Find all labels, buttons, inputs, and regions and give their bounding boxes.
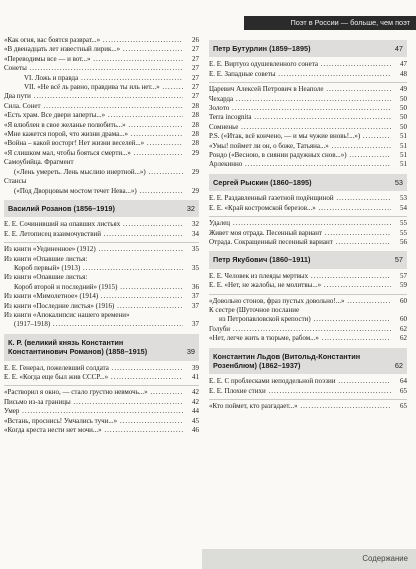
page-number: 54 [400,203,407,212]
toc-entry-title: Короб второй и последний» (1915) ..... [4,283,183,292]
page-number: 48 [400,69,407,78]
toc-entry-title: Сонеты ..... [4,64,183,73]
toc-entry-title: Terra incognita ..... [209,113,391,122]
page-number: 50 [400,94,407,103]
toc-entry[interactable] [209,387,407,396]
page-number: 26 [192,36,199,44]
toc-entry-title: «В двенадцать лет известный лирик...» ..... [4,45,183,54]
toc-entry-title: Отрада. Сокращенный песенный вариант ..... [209,238,391,247]
page-number: 39 [186,347,195,357]
toc-entry[interactable] [4,364,199,373]
toc-entry[interactable] [209,60,407,69]
toc-entry-title: Царевич Алексей Петрович в Неаполе ..... [209,85,391,94]
toc-entry-title: Чехарда ..... [209,95,391,104]
page-number: 27 [192,45,199,54]
toc-entry[interactable] [4,55,199,64]
toc-entry-title: Рондо («Весною, в сиянии радужных снов...») ..... [209,151,391,160]
page-number: 45 [192,416,199,425]
page-number: 27 [192,64,199,73]
toc-entry-title: Из книги «Последние листья» (1916) ..... [4,302,183,311]
page-number: 28 [192,111,199,120]
page-number: 27 [192,83,199,92]
page-number: 62 [394,360,403,370]
toc-right-column [209,36,407,569]
page-number: 51 [400,141,407,150]
page-number: 37 [192,292,199,301]
page-number: 57 [400,271,407,280]
page-number: 32 [192,220,199,229]
page-number: 59 [400,281,407,290]
toc-entry-title: Е. Е. «Нет, не жалобы, не молитвы...» ..... [209,281,391,290]
toc-entry-title: Из книги «Опавшие листья: [4,254,88,263]
page-number: 51 [400,160,407,169]
footer-section-label: Содержание [202,549,416,569]
toc-entry-title: «Встань, проснись! Умчались тучи...» ..... [4,417,183,426]
toc-entry-title: Живет моя отрада. Песенный вариант ..... [209,229,391,238]
toc-entry[interactable] [4,130,199,139]
toc-entry-title: «Война – какой восторг! Нет жизни веселей...» ..... [4,139,183,148]
toc-entry-title: P.S. («Итак, всё кончено, — и мы чужие вновь!...») ..... [209,132,391,141]
page-number: 60 [400,315,407,324]
toc-entry-title: «Довольно стонов, фраз пустых довольно!...» ..... [209,297,391,306]
toc-entry[interactable] [4,187,199,196]
toc-entry-title: Е. Е. Плохие стихи ..... [209,387,391,396]
page-number: 55 [400,219,407,228]
toc-entry[interactable] [209,238,407,247]
toc-entry[interactable] [4,426,199,435]
toc-entry-title: (1917–1918) ..... [4,320,183,329]
page-number: 39 [192,363,199,372]
page-number: 57 [394,255,403,265]
toc-entry-title: «Я слишком мал, чтобы бояться смерти...» ..... [4,149,183,158]
toc-entry[interactable] [4,407,199,416]
toc-entry[interactable] [4,177,199,186]
page-number: 55 [400,228,407,237]
page-number: 51 [400,132,407,141]
toc-entry-title: Е. Е. Виртуоз одушевленного сонета ..... [209,60,391,69]
section-divider [209,216,407,217]
page-number: 41 [192,373,199,381]
toc-entry[interactable] [209,281,407,290]
toc-entry-title: Е. Е. С проблесками неподдельной поэзии ..... [209,377,391,386]
toc-entry-title: VI. Ложь и правда ..... [4,74,183,83]
toc-entry-title: Е. Е. Летописец взаимочувствий ..... [4,230,183,239]
author-heading[interactable] [209,251,407,268]
toc-entry[interactable] [4,373,199,382]
toc-entry[interactable] [209,151,407,160]
toc-entry-title: Е. Е. Сочинивший на опавших листьях ..... [4,220,183,229]
toc-left-column [4,36,199,569]
toc-entry-title: Е. Е. Генерал, пожелевший солдата ..... [4,364,183,373]
toc-entry[interactable] [4,139,199,148]
toc-entry-title: VII. «Не всё ль равно, правдива ты иль нет...» ..... [4,83,183,92]
toc-entry[interactable] [4,398,199,407]
page-number: 53 [394,177,403,187]
toc-entry-title: «Есть храм. Все двери заперты...» ..... [4,111,183,120]
author-heading-title: Сергей Рыскин (1860–1895) [213,177,312,187]
page-number: 47 [400,60,407,69]
section-divider [209,294,407,295]
toc-entry[interactable] [4,292,199,301]
toc-entry[interactable] [4,36,199,45]
toc-entry-title: Из книги «Мимолетное» (1914) ..... [4,292,183,301]
toc-entry[interactable] [4,255,199,264]
page-number: 29 [192,148,199,157]
author-heading-title: К. Р. (великий князь Константин Константинович Романов) (1858–1915) [8,337,148,357]
toc-entry[interactable] [4,388,199,397]
toc-entry-title: «Когда креста нести нет мочи...» ..... [4,426,183,435]
toc-entry-title: Е. Е. «Когда еще был жив СССР...» ..... [4,373,183,382]
page-number: 42 [192,388,199,397]
toc-entry[interactable] [209,123,407,132]
toc-entry-title: Стансы [4,177,27,186]
toc-entry-title: «Умы! поймет ли он, о боже, Татьяна...» ..... [209,142,391,151]
toc-entry[interactable] [4,320,199,329]
running-header: Поэт в России — больше, чем поэт [244,16,416,30]
toc-entry[interactable] [4,158,199,167]
toc-entry[interactable] [209,113,407,122]
toc-entry[interactable] [209,95,407,104]
toc-entry[interactable] [209,219,407,228]
toc-entry-title: из Петропавловской крепости) ..... [209,315,391,324]
page-number: 60 [400,296,407,305]
toc-entry-title: «Я влюблен в свое желанье полюбить...» ..... [4,121,183,130]
page-number: 32 [186,203,195,213]
toc-entry[interactable] [4,83,199,92]
page-number: 62 [400,334,407,343]
toc-entry[interactable] [209,334,407,343]
toc-entry-title: Из книги «Уединенное» (1912) ..... [4,245,183,254]
page-number: 27 [192,73,199,82]
toc-entry[interactable] [209,229,407,238]
toc-entry-title: «Нет, легче жить в тюрьме, рабом...» ..... [209,334,391,343]
toc-entry-title: «Кто поймет, кто разгадает...» ..... [209,402,391,411]
page-number: 28 [192,120,199,129]
toc-entry[interactable] [4,168,199,177]
section-divider [209,82,407,83]
toc-entry[interactable] [209,297,407,306]
page-number: 34 [192,229,199,238]
toc-entry-title: Е. Е. Человек из плеяды мертвых ..... [209,272,391,281]
author-heading-title: Петр Бутурлин (1859–1895) [213,44,311,53]
toc-entry[interactable] [4,220,199,229]
page-number: 28 [192,130,199,139]
toc-entry[interactable] [209,377,407,386]
author-heading[interactable] [4,334,199,361]
toc-entry[interactable] [209,142,407,151]
page-number: 50 [400,104,407,113]
page-number: 28 [192,101,199,110]
toc-entry[interactable] [4,149,199,158]
toc-entry-title: Сила. Сонет ..... [4,102,183,111]
page-number: 49 [400,85,407,94]
page-number: 42 [192,397,199,406]
toc-entry[interactable] [209,325,407,334]
toc-entry-title: Удалец ..... [209,219,391,228]
toc-entry[interactable] [209,204,407,213]
toc-entry[interactable] [209,132,407,141]
toc-entry-title: («Лень умереть. Лень мыслию инертной...») ..... [4,168,183,177]
toc-entry-title: «Растворил я окно, — стало грустно невмочь...» ..... [4,388,183,397]
page-number: 65 [400,402,407,411]
toc-entry[interactable] [4,311,199,320]
toc-entry[interactable] [4,111,199,120]
toc-entry-title: «Переводимы все — и вот...» ..... [4,55,183,64]
toc-entry-title: К сестре (Шуточное послание [209,305,300,314]
toc-entry[interactable] [4,302,199,311]
page-number: 64 [400,377,407,386]
page-number: 51 [400,151,407,160]
page-number: 29 [192,186,199,195]
toc-entry[interactable] [209,315,407,324]
toc-entry-title: Самоубийца. Фрагмент [4,158,74,167]
toc-entry[interactable] [209,194,407,203]
toc-entry[interactable] [209,160,407,169]
page-number: 36 [192,282,199,291]
page-number: 50 [400,113,407,122]
author-heading[interactable] [209,348,407,375]
author-heading[interactable] [209,40,407,57]
toc-entry-title: («Под Дворцовым мостом течет Нева...») ..... [4,187,183,196]
toc-entry[interactable] [4,121,199,130]
toc-entry-title: Е. Е. Раздавленный газетной подёнщиной ..... [209,194,391,203]
toc-entry[interactable] [4,283,199,292]
toc-entry[interactable] [209,272,407,281]
toc-entry[interactable] [4,245,199,254]
toc-entry[interactable] [4,230,199,239]
page-number: 28 [192,139,199,148]
section-divider [209,399,407,400]
toc-entry-title: «Мне кажется порой, что жизни драма...» ..... [4,130,183,139]
toc-entry-title: Два пути ..... [4,92,183,101]
toc-entry[interactable] [209,306,407,315]
toc-entry-title: Сомненье ..... [209,123,391,132]
toc-entry-title: Золото ..... [209,104,391,113]
toc-entry[interactable] [209,402,407,411]
toc-entry[interactable] [209,104,407,113]
author-heading-title: Константин Льдов (Витольд-Константин Розенблюм) (1862–1937) [213,351,361,370]
author-heading-title: Петр Якубович (1860–1911) [213,255,311,265]
toc-entry-title: Арлекинно ..... [209,160,391,169]
page-number: 46 [192,426,199,435]
page-number: 47 [394,44,403,53]
toc-entry-title: Короб первый» (1913) ..... [4,264,183,273]
page-number: 37 [192,320,199,329]
toc-entry[interactable] [4,264,199,273]
page-number: 53 [400,194,407,203]
page-number: 27 [192,54,199,63]
page-number: 37 [192,301,199,310]
toc-entry[interactable] [4,74,199,83]
author-heading[interactable] [209,174,407,191]
toc-entry[interactable] [4,64,199,73]
page-number: 56 [400,237,407,246]
toc-entry[interactable] [209,85,407,94]
page-number: 35 [192,245,199,254]
section-divider [4,385,199,386]
author-heading[interactable] [4,200,199,217]
page-number: 50 [400,122,407,131]
author-heading-title: Василий Розанов (1856–1919) [8,203,115,213]
page-number: 44 [192,407,199,416]
section-divider [4,242,199,243]
toc-entry-title: Из книги «Апокалипсис нашего времени» [4,310,130,319]
toc-entry[interactable] [4,273,199,282]
page-number: 65 [400,386,407,395]
toc-entry-title: Из книги «Опавшие листья: [4,273,88,282]
toc-entry-title: Голуби ..... [209,325,391,334]
page-number: 62 [400,324,407,333]
toc-entry[interactable] [4,92,199,101]
toc-entry-title: Умер ..... [4,407,183,416]
page-number: 35 [192,263,199,272]
page-number: 27 [192,92,199,101]
toc-entry[interactable] [209,70,407,79]
toc-entry-title: Письмо из-за границы ..... [4,398,183,407]
toc-entry-title: Е. Е. «Край костромской березов...» ..... [209,204,391,213]
page-number: 29 [192,167,199,176]
toc-entry-title: «Как огня, вас боятся разврат...» ..... [4,36,183,45]
toc-entry[interactable] [4,102,199,111]
toc-entry[interactable] [4,45,199,54]
toc-entry[interactable] [4,417,199,426]
toc-entry-title: Е. Е. Западные советы ..... [209,70,391,79]
